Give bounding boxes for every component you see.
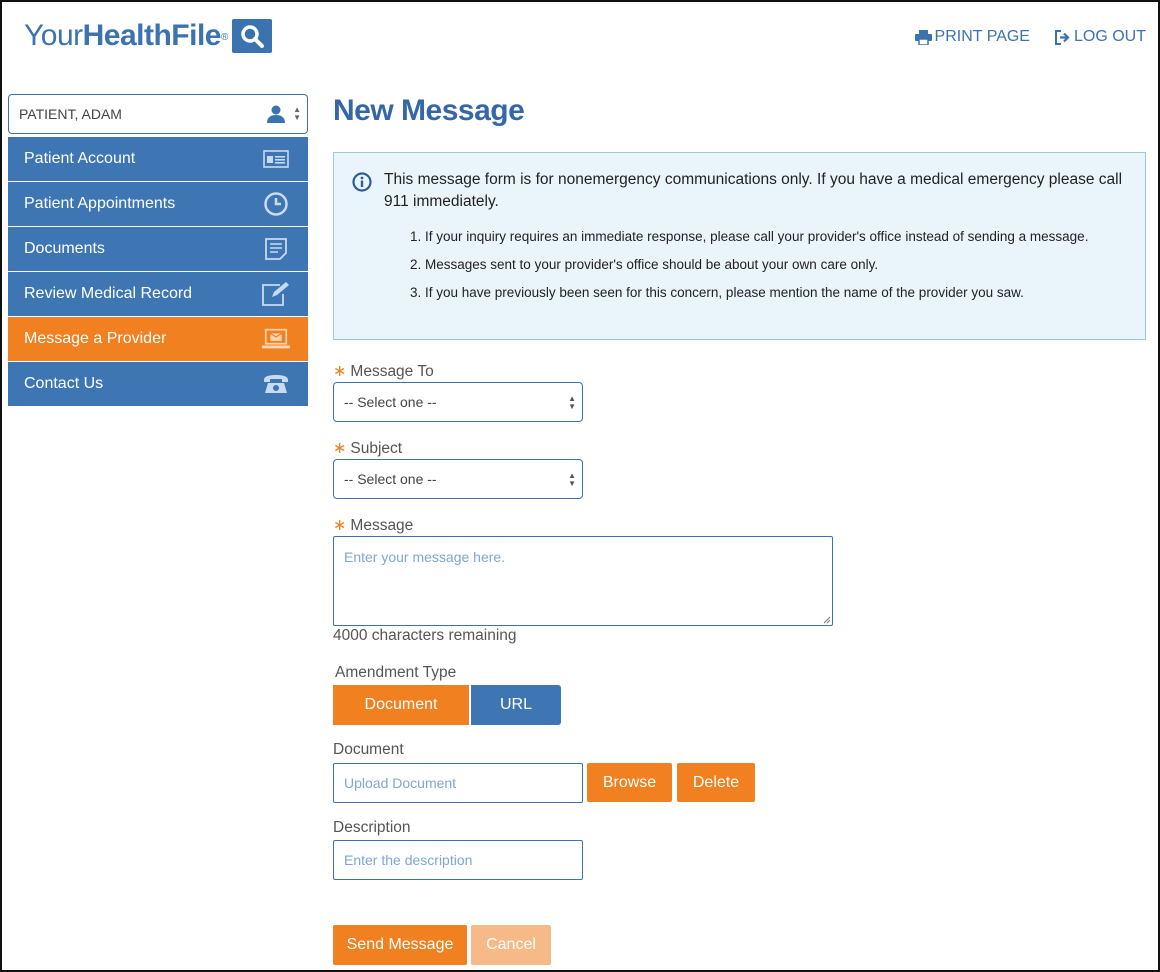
notice-list — [384, 223, 1127, 307]
subject-label-text: Subject — [350, 440, 403, 457]
sidebar-nav — [8, 137, 308, 407]
delete-button[interactable]: Delete — [677, 763, 755, 802]
notice-item: 1. If your inquiry requires an immediate response, please call your provider's office instead of sending a message. — [410, 229, 1089, 244]
sidebar-item-patient-appointments[interactable] — [8, 182, 308, 226]
sidebar-item-label: Patient Appointments — [24, 195, 176, 212]
printer-icon — [915, 30, 932, 45]
message-placeholder: Enter your message here. — [344, 549, 506, 565]
notice-box — [333, 152, 1146, 340]
upload-document-placeholder: Upload Document — [344, 775, 457, 791]
sidebar-item-contact-us[interactable] — [8, 362, 308, 406]
info-icon — [352, 172, 372, 192]
message-label-text: Message — [350, 517, 414, 534]
required-marker: ∗ — [333, 440, 347, 457]
sidebar-item-documents[interactable] — [8, 227, 308, 271]
subject-label — [333, 438, 402, 458]
amendment-document-toggle[interactable]: Document — [333, 685, 469, 725]
id-card-icon — [262, 147, 290, 171]
message-to-select[interactable] — [333, 382, 583, 422]
sign-out-icon — [1054, 30, 1071, 45]
cancel-button[interactable]: Cancel — [471, 925, 551, 965]
sidebar-item-patient-account[interactable] — [8, 137, 308, 181]
print-page-link[interactable] — [915, 28, 1030, 46]
sidebar-item-message-a-provider[interactable] — [8, 317, 308, 361]
message-to-label — [333, 361, 434, 381]
page-title: New Message — [333, 94, 525, 127]
notice-item: 3. If you have previously been seen for this concern, please mention the name of the provider you saw. — [410, 285, 1024, 300]
sidebar-item-label: Documents — [24, 240, 105, 257]
message-to-label-text: Message To — [350, 363, 434, 380]
notice-lead: This message form is for nonemergency communications only. If you have a medical emergency please call 911 immediately. — [384, 171, 1123, 210]
chevron-updown-icon: ▲ ▼ — [568, 394, 576, 411]
log-out-link[interactable] — [1054, 28, 1146, 46]
clock-icon — [262, 192, 290, 216]
notice-item: 2. Messages sent to your provider's office should be about your own care only. — [410, 257, 879, 272]
sidebar-item-label: Patient Account — [24, 150, 136, 167]
logo-text-bold: HealthFile — [82, 19, 221, 52]
message-label — [333, 515, 413, 535]
logo[interactable] — [24, 18, 272, 54]
search-icon — [232, 19, 272, 53]
amendment-url-toggle[interactable]: URL — [471, 685, 561, 725]
laptop-mail-icon — [262, 327, 290, 351]
print-page-label: PRINT PAGE — [934, 28, 1030, 45]
subject-select[interactable] — [333, 459, 583, 499]
description-label: Description — [333, 819, 411, 836]
required-marker: ∗ — [333, 363, 347, 380]
characters-remaining: 4000 characters remaining — [333, 627, 517, 644]
required-marker: ∗ — [333, 517, 347, 534]
send-message-button[interactable]: Send Message — [333, 925, 467, 965]
phone-icon — [262, 372, 290, 396]
logo-registered-mark: ® — [221, 32, 228, 43]
description-input[interactable] — [333, 840, 583, 880]
edit-icon — [262, 282, 290, 306]
document-label: Document — [333, 741, 404, 758]
upload-document-input[interactable] — [333, 763, 583, 803]
sidebar-item-review-medical-record[interactable] — [8, 272, 308, 316]
subject-value: -- Select one -- — [344, 471, 437, 487]
resize-grip-icon[interactable] — [823, 616, 831, 624]
message-to-value: -- Select one -- — [344, 394, 437, 410]
sidebar-item-label: Contact Us — [24, 375, 104, 392]
amendment-type-label: Amendment Type — [335, 664, 457, 681]
description-placeholder: Enter the description — [344, 852, 473, 868]
message-textarea[interactable] — [333, 536, 833, 626]
patient-selector[interactable] — [8, 94, 308, 134]
patient-name: PATIENT, ADAM — [19, 106, 122, 122]
logo-text-light: Your — [24, 19, 83, 52]
log-out-label: LOG OUT — [1073, 28, 1146, 45]
sidebar-item-label: Message a Provider — [24, 330, 167, 347]
top-links — [915, 28, 1146, 46]
browse-button[interactable]: Browse — [587, 763, 672, 802]
chevron-updown-icon: ▲ ▼ — [293, 105, 301, 122]
sidebar-item-label: Review Medical Record — [24, 285, 193, 302]
chevron-updown-icon: ▲ ▼ — [568, 471, 576, 488]
document-icon — [262, 237, 290, 261]
user-icon — [267, 105, 285, 123]
